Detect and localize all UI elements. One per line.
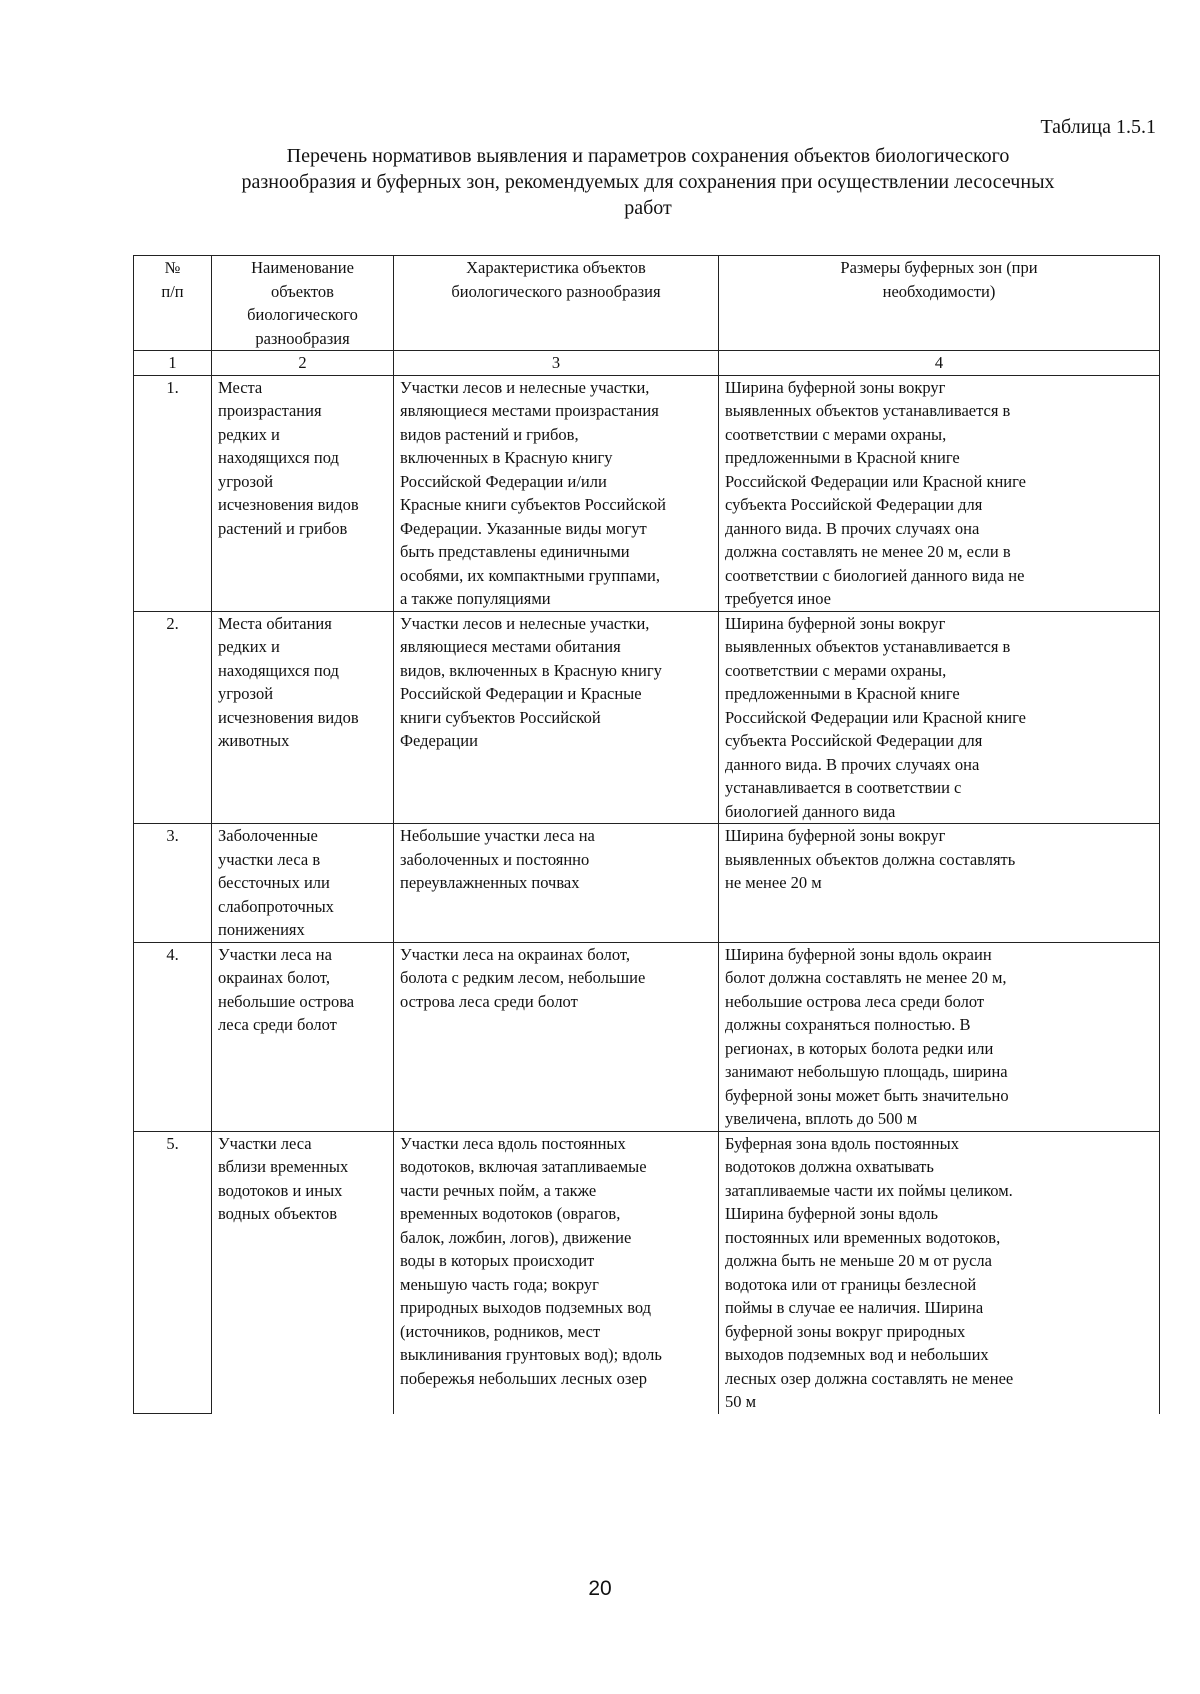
buffer-zone-size [719, 611, 1160, 824]
cell-line: Участки леса на [218, 944, 332, 964]
table-caption: Таблица 1.5.1 [1040, 116, 1156, 138]
cell-line: Федерации [400, 731, 478, 750]
buffer-zone-size [719, 824, 1160, 943]
table-header-row [134, 256, 1160, 351]
cell-line: переувлажненных почвах [400, 873, 580, 892]
cell-line: Российской Федерации и Красные [400, 684, 642, 703]
cell-line: должны сохраняться полностью. В [725, 1015, 971, 1034]
cell-line: являющиеся местами обитания [400, 637, 621, 656]
cell-line: устанавливается в соответствии с [725, 778, 962, 797]
cell-line: Участки леса [218, 1133, 312, 1153]
table-row [134, 824, 1160, 943]
cell-line: включенных в Красную книгу [400, 448, 613, 467]
cell-line: Заболоченные [218, 826, 318, 845]
cell-line: увеличена, вплоть до 500 м [725, 1109, 918, 1128]
cell-line: Красные книги субъектов Российской [400, 495, 666, 514]
cell-line: водных объектов [218, 1204, 338, 1223]
page-number: 20 [588, 1577, 612, 1600]
cell-line: разнообразия [255, 328, 350, 348]
cell-line: небольшие острова [218, 991, 355, 1011]
cell-line: соответствии с мерами охраны, [725, 660, 947, 680]
cell-line: не менее 20 м [725, 873, 822, 892]
cell-line: участки леса в [218, 849, 321, 869]
cell-line: болота с редким лесом, небольшие [400, 968, 646, 987]
cell-line: воды в которых происходит [400, 1251, 595, 1270]
object-name [212, 824, 394, 943]
title-line: работ [624, 197, 672, 219]
cell-line: регионах, в которых болота редки или [725, 1038, 994, 1058]
cell-line: водотоков должна охватывать [725, 1157, 934, 1176]
cell-line: водотоков и иных [218, 1180, 343, 1200]
cell-line: № [164, 258, 181, 277]
column-number: 4 [719, 351, 1160, 376]
cell-line: данного вида. В прочих случаях она [725, 518, 980, 538]
cell-line: Характеристика объектов [466, 258, 646, 277]
cell-line: Российской Федерации или Красной книге [725, 707, 1026, 727]
cell-line: Участки лесов и нелесные участки, [400, 377, 650, 397]
column-number: 2 [212, 351, 394, 376]
cell-line: небольшие острова леса среди болот [725, 991, 985, 1011]
cell-line: Небольшие участки леса на [400, 826, 595, 845]
cell-line: Ширина буферной зоны вокруг [725, 613, 946, 633]
cell-line: вблизи временных [218, 1157, 349, 1176]
object-name [212, 611, 394, 824]
cell-line: Размеры буферных зон (при [840, 258, 1038, 277]
cell-line: Буферная зона вдоль постоянных [725, 1133, 960, 1153]
cell-line: биологического [247, 305, 358, 324]
cell-line: буферной зоны может быть значительно [725, 1085, 1009, 1105]
cell-line: болот должна составлять не менее 20 м, [725, 968, 1007, 987]
cell-line: являющиеся местами произрастания [400, 401, 659, 420]
object-characteristic [394, 375, 719, 611]
cell-line: объектов [271, 281, 334, 301]
cell-line: Наименование [251, 258, 354, 277]
cell-line: исчезновения видов [218, 495, 359, 514]
cell-line: занимают небольшую площадь, ширина [725, 1062, 1008, 1081]
cell-line: побережья небольших лесных озер [400, 1368, 647, 1388]
cell-line: Участки леса вдоль постоянных [400, 1133, 626, 1153]
table-row [134, 375, 1160, 611]
cell-line: водотоков, включая затапливаемые [400, 1157, 647, 1176]
cell-line: субъекта Российской Федерации для [725, 495, 983, 514]
cell-line: данного вида. В прочих случаях она [725, 754, 980, 774]
cell-line: слабопроточных [218, 896, 334, 916]
cell-line: выявленных объектов устанавливается в [725, 637, 1011, 656]
cell-line: находящихся под [218, 448, 339, 467]
cell-line: п/п [161, 281, 184, 301]
cell-line: животных [218, 731, 290, 750]
cell-line: Места [218, 377, 263, 397]
object-characteristic [394, 1131, 719, 1414]
cell-line: исчезновения видов [218, 707, 359, 727]
cell-line: Места обитания [218, 613, 332, 633]
object-characteristic [394, 824, 719, 943]
cell-line: должна быть не меньше 20 м от русла [725, 1251, 992, 1270]
cell-line: Участки лесов и нелесные участки, [400, 613, 650, 633]
row-number: 2. [134, 611, 212, 824]
cell-line: биологией данного вида [725, 801, 896, 821]
cell-line: соответствии с биологией данного вида не [725, 565, 1025, 585]
cell-line: биологического разнообразия [451, 281, 661, 301]
cell-line: угрозой [218, 471, 274, 491]
buffer-zone-size [719, 375, 1160, 611]
row-number: 3. [134, 824, 212, 943]
cell-line: Российской Федерации и/или [400, 471, 607, 491]
cell-line: Федерации. Указанные виды могут [400, 518, 647, 538]
table-title [138, 143, 1158, 221]
cell-line: видов растений и грибов, [400, 424, 579, 444]
cell-line: водотока или от границы безлесной [725, 1274, 977, 1294]
cell-line: субъекта Российской Федерации для [725, 731, 983, 750]
header-characteristic [394, 256, 719, 351]
buffer-zone-size [719, 942, 1160, 1131]
cell-line: природных выходов подземных вод [400, 1298, 652, 1317]
title-line: разнообразия и буферных зон, рекомендуемых для сохранения при осуществлении лесосечных [241, 171, 1055, 193]
object-characteristic [394, 611, 719, 824]
cell-line: бессточных или [218, 873, 330, 892]
cell-line: соответствии с мерами охраны, [725, 424, 947, 444]
cell-line: необходимости) [882, 281, 996, 301]
norms-table [133, 255, 1160, 1414]
object-characteristic [394, 942, 719, 1131]
cell-line: временных водотоков (оврагов, [400, 1204, 621, 1223]
cell-line: выходов подземных вод и небольших [725, 1345, 989, 1364]
title-line: Перечень нормативов выявления и параметров сохранения объектов биологического [286, 145, 1010, 167]
table-row [134, 1131, 1160, 1414]
cell-line: Участки леса на окраинах болот, [400, 944, 631, 964]
cell-line: находящихся под [218, 660, 339, 680]
cell-line: Ширина буферной зоны вдоль [725, 1204, 939, 1223]
cell-line: угрозой [218, 684, 274, 703]
row-number: 1. [134, 375, 212, 611]
header-name [212, 256, 394, 351]
buffer-zone-size [719, 1131, 1160, 1414]
column-number: 1 [134, 351, 212, 376]
cell-line: предложенными в Красной книге [725, 448, 960, 467]
cell-line: окраинах болот, [218, 968, 330, 987]
cell-line: части речных пойм, а также [400, 1180, 597, 1200]
cell-line: затапливаемые части их поймы целиком. [725, 1180, 1013, 1200]
table-row [134, 611, 1160, 824]
cell-line: выявленных объектов устанавливается в [725, 401, 1011, 420]
cell-line: растений и грибов [218, 518, 348, 538]
cell-line: быть представлены единичными [400, 542, 630, 561]
cell-line: понижениях [218, 920, 305, 939]
cell-line: Ширина буферной зоны вдоль окраин [725, 944, 992, 964]
cell-line: а также популяциями [400, 589, 551, 608]
cell-line: особями, их компактными группами, [400, 565, 660, 585]
row-number: 4. [134, 942, 212, 1131]
cell-line: заболоченных и постоянно [400, 849, 590, 869]
object-name [212, 942, 394, 1131]
cell-line: (источников, родников, мест [400, 1321, 601, 1341]
cell-line: Ширина буферной зоны вокруг [725, 826, 946, 845]
cell-line: выклинивания грунтовых вод); вдоль [400, 1345, 662, 1364]
cell-line: редких и [218, 424, 280, 444]
cell-line: произрастания [218, 401, 322, 420]
cell-line: книги субъектов Российской [400, 707, 601, 727]
cell-line: буферной зоны вокруг природных [725, 1321, 966, 1341]
column-number: 3 [394, 351, 719, 376]
cell-line: видов, включенных в Красную книгу [400, 660, 662, 680]
cell-line: выявленных объектов должна составлять [725, 849, 1016, 869]
cell-line: постоянных или временных водотоков, [725, 1227, 1001, 1247]
column-numbering-row [134, 351, 1160, 376]
object-name [212, 375, 394, 611]
cell-line: балок, ложбин, логов), движение [400, 1227, 632, 1247]
cell-line: поймы в случае ее наличия. Ширина [725, 1298, 984, 1317]
cell-line: лесных озер должна составлять не менее [725, 1368, 1014, 1388]
cell-line: 50 м [725, 1392, 757, 1411]
cell-line: редких и [218, 637, 280, 656]
cell-line: должна составлять не менее 20 м, если в [725, 542, 1011, 561]
cell-line: меньшую часть года; вокруг [400, 1274, 599, 1294]
row-number: 5. [134, 1131, 212, 1414]
cell-line: требуется иное [725, 589, 831, 608]
object-name [212, 1131, 394, 1414]
cell-line: леса среди болот [218, 1015, 337, 1034]
cell-line: Ширина буферной зоны вокруг [725, 377, 946, 397]
cell-line: Российской Федерации или Красной книге [725, 471, 1026, 491]
header-buffer [719, 256, 1160, 351]
cell-line: предложенными в Красной книге [725, 684, 960, 703]
cell-line: острова леса среди болот [400, 991, 578, 1011]
header-number [134, 256, 212, 351]
table-row [134, 942, 1160, 1131]
